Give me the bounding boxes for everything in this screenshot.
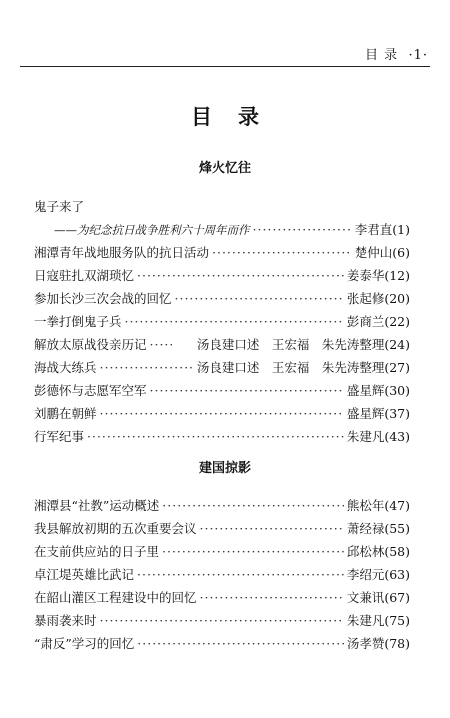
page-title: 目录 <box>191 105 285 129</box>
entry-author: 汤良建口述 王宏福 朱先涛整理 <box>196 360 385 375</box>
entry-title: 在支前供应站的日子里 <box>34 544 160 559</box>
toc-list <box>34 197 410 450</box>
entry-author: 朱建凡 <box>346 429 385 444</box>
toc-entry <box>34 634 410 657</box>
dot-leader <box>137 636 344 651</box>
entry-author: 李绍元 <box>346 567 385 582</box>
toc-list <box>34 496 410 657</box>
entry-page: (47) <box>384 498 410 513</box>
toc-entry <box>34 335 410 358</box>
entry-author: 朱建凡 <box>346 613 385 628</box>
entry-page: (27) <box>384 360 410 375</box>
entry-page: (43) <box>384 429 410 444</box>
toc-entry <box>34 358 410 381</box>
entry-title: 一拳打倒鬼子兵 <box>34 314 122 329</box>
entry-title: 在韶山灌区工程建设中的回忆 <box>34 590 197 605</box>
entry-title: 鬼子来了 <box>34 199 85 214</box>
toc-entry <box>34 381 410 404</box>
entry-title: 暴雨袭来时 <box>34 613 97 628</box>
entry-author: 熊松年 <box>346 498 385 513</box>
entry-page: (24) <box>384 337 410 352</box>
entry-author: 楚仲山 <box>354 245 393 260</box>
entry-page: (78) <box>384 636 410 651</box>
entry-page: (6) <box>392 245 410 260</box>
entry-title: 湘潭县“社教”运动概述 <box>34 498 160 513</box>
toc-entry <box>34 496 410 519</box>
toc-entry <box>34 220 410 243</box>
entry-page: (63) <box>384 567 410 582</box>
entry-page: (22) <box>384 314 410 329</box>
entry-author: 文兼讯 <box>346 590 385 605</box>
entry-page: (1) <box>392 222 410 237</box>
section-heading: 烽火忆往 <box>198 161 251 176</box>
entry-title: 海战大练兵 <box>34 360 97 375</box>
dot-leader <box>253 222 352 237</box>
entry-title: 彭德怀与志愿军空军 <box>34 383 147 398</box>
toc-entry <box>34 404 410 427</box>
dot-leader <box>162 544 344 559</box>
entry-author: 姜泰华 <box>346 268 385 283</box>
dot-leader <box>175 291 344 306</box>
toc-entry <box>34 565 410 588</box>
header-rule <box>20 66 430 67</box>
running-head-label: 目 录 <box>365 48 399 63</box>
toc-entry <box>34 289 410 312</box>
dot-leader <box>200 590 344 605</box>
entry-title: 日寇驻扎双湖琐忆 <box>34 268 135 283</box>
dot-leader <box>150 383 344 398</box>
entry-page: (58) <box>384 544 410 559</box>
dot-leader <box>125 314 344 329</box>
dot-leader <box>150 337 172 352</box>
entry-page: (30) <box>384 383 410 398</box>
entry-page: (37) <box>384 406 410 421</box>
entry-author: 邱松林 <box>346 544 385 559</box>
dot-leader <box>100 613 344 628</box>
dot-leader <box>100 360 194 375</box>
entry-author: 汤孝赞 <box>346 636 385 651</box>
toc-entry <box>34 542 410 565</box>
entry-title: 卓江堤英雄比武记 <box>34 567 135 582</box>
dot-leader <box>212 245 352 260</box>
page-number: ·1· <box>408 48 428 63</box>
entry-page: (55) <box>384 521 410 536</box>
dot-leader <box>137 268 344 283</box>
running-head <box>365 44 428 63</box>
entry-author: 盛星辉 <box>346 383 385 398</box>
toc-entry <box>34 611 410 634</box>
toc-entry <box>34 519 410 542</box>
dot-leader <box>200 521 344 536</box>
entry-title: ——为纪念抗日战争胜利六十周年而作 <box>54 223 250 237</box>
entry-title: 行军纪事 <box>34 429 85 444</box>
dot-leader <box>100 406 344 421</box>
entry-title: 湘潭青年战地服务队的抗日活动 <box>34 245 210 260</box>
section-heading: 建国掠影 <box>198 461 251 476</box>
entry-title: “肃反”学习的回忆 <box>34 636 135 651</box>
toc-entry <box>34 243 410 266</box>
entry-page: (12) <box>384 268 410 283</box>
entry-title: 参加长沙三次会战的回忆 <box>34 291 172 306</box>
toc-entry <box>34 427 410 450</box>
entry-author: 汤良建口述 王宏福 朱先涛整理 <box>196 337 385 352</box>
entry-page: (75) <box>384 613 410 628</box>
dot-leader <box>137 567 344 582</box>
entry-title: 解放太原战役亲历记 <box>34 337 147 352</box>
toc-entry <box>34 266 410 289</box>
toc-entry <box>34 312 410 335</box>
toc-entry <box>34 588 410 611</box>
entry-title: 刘鹏在朝鲜 <box>34 406 97 421</box>
entry-author: 李君直 <box>354 222 393 237</box>
entry-author: 张起修 <box>346 291 385 306</box>
entry-author: 彭商兰 <box>346 314 385 329</box>
entry-page: (20) <box>384 291 410 306</box>
entry-page: (67) <box>384 590 410 605</box>
dot-leader <box>162 498 344 513</box>
toc-entry <box>34 197 410 220</box>
dot-leader <box>87 429 344 444</box>
entry-title: 我县解放初期的五次重要会议 <box>34 521 197 536</box>
entry-author: 盛星辉 <box>346 406 385 421</box>
entry-author: 萧经禄 <box>346 521 385 536</box>
